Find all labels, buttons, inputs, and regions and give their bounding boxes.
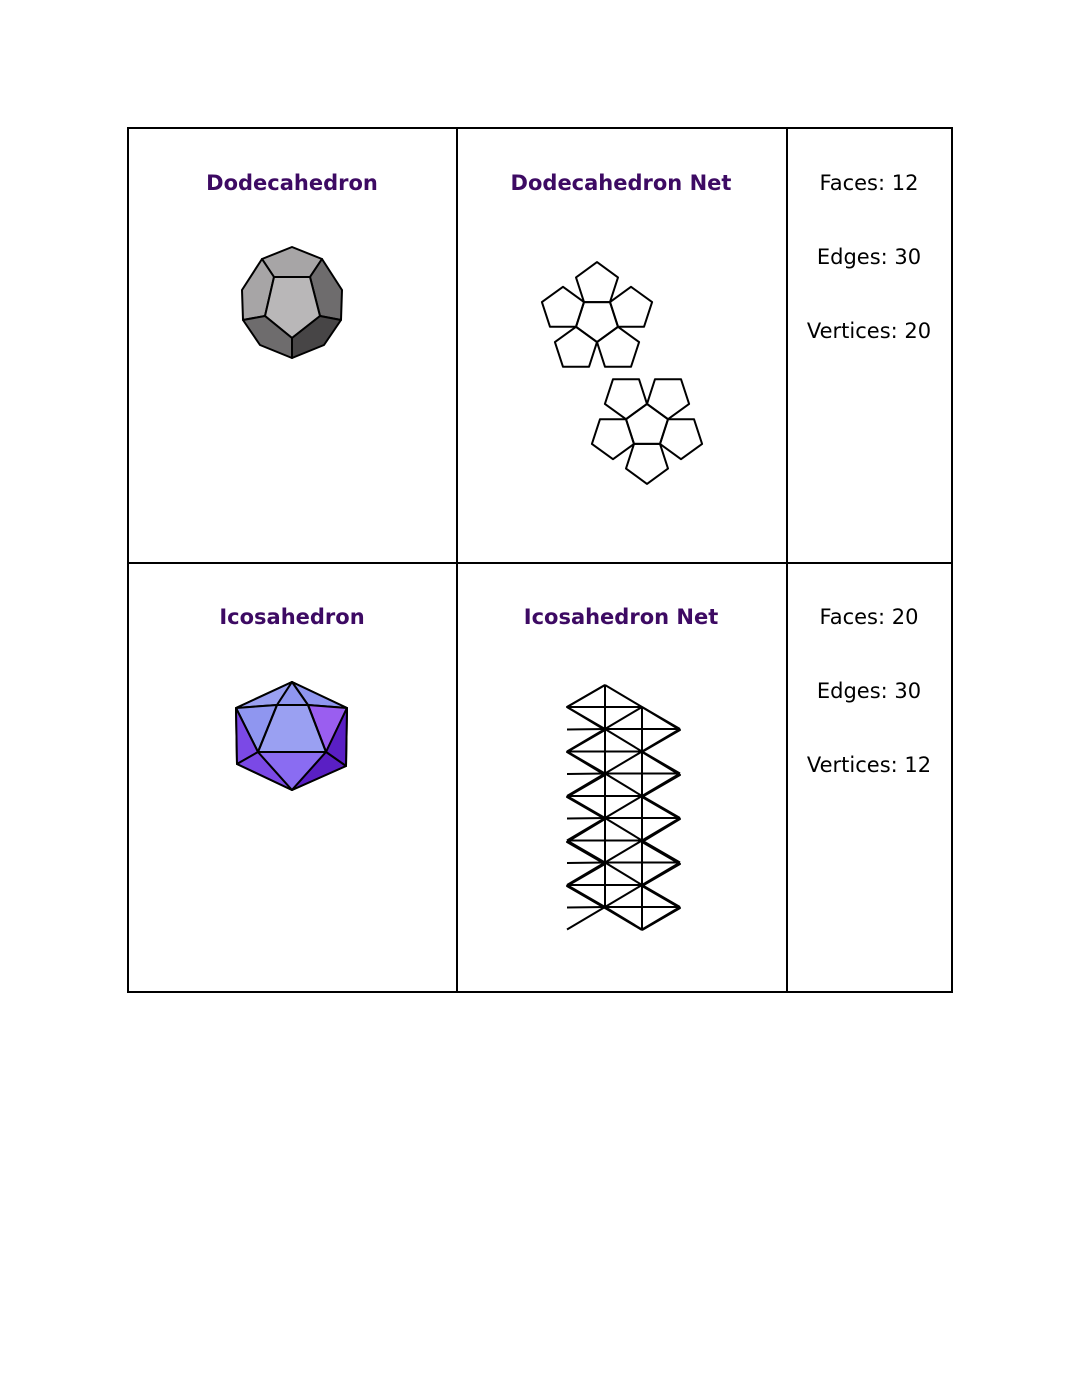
icosahedron-faces: Faces: 20 [819,605,919,629]
icosahedron-net-icon [560,680,686,936]
net-pentagon [610,287,652,327]
column-divider-1 [456,129,458,991]
net-edge [642,841,680,863]
net-edge [605,707,642,729]
net-pentagon [605,379,647,419]
net-pentagon [542,287,584,327]
net-edge [567,729,605,730]
net-edge [605,863,642,886]
net-edge [605,885,642,907]
net-pentagon [647,379,689,419]
net-edge [605,796,642,818]
icosahedron-net-title: Icosahedron Net [523,605,719,629]
net-edge [605,841,642,863]
dodecahedron-edges: Edges: 30 [816,245,922,269]
net-pentagon [555,327,597,367]
net-pentagon [576,262,618,302]
dodecahedron-net-title: Dodecahedron Net [510,171,732,195]
icosahedron-solid-icon [230,676,354,796]
dodecahedron-net-icon [520,238,725,508]
icosahedron-edges: Edges: 30 [816,679,922,703]
net-pentagon [626,444,668,484]
net-edge [567,907,605,908]
dodecahedron-solid-icon [238,244,346,362]
dodecahedron-title: Dodecahedron [206,171,378,195]
net-edge [605,818,642,841]
net-edge [605,729,642,752]
net-edge [605,685,642,707]
net-edge [567,863,605,864]
net-edge [567,774,605,775]
net-edge [567,907,605,930]
net-edge [605,752,642,774]
net-pentagon [660,419,702,459]
net-edge [605,774,642,797]
row-divider [129,562,951,564]
dodecahedron-faces: Faces: 12 [819,171,919,195]
icosahedron-title: Icosahedron [219,605,365,629]
net-pentagon [597,327,639,367]
net-edge [567,841,605,863]
net-edge [605,907,642,930]
net-pentagon [592,419,634,459]
icosahedron-vertices: Vertices: 12 [806,753,932,777]
net-edge [567,818,605,819]
dodecahedron-vertices: Vertices: 20 [806,319,932,343]
